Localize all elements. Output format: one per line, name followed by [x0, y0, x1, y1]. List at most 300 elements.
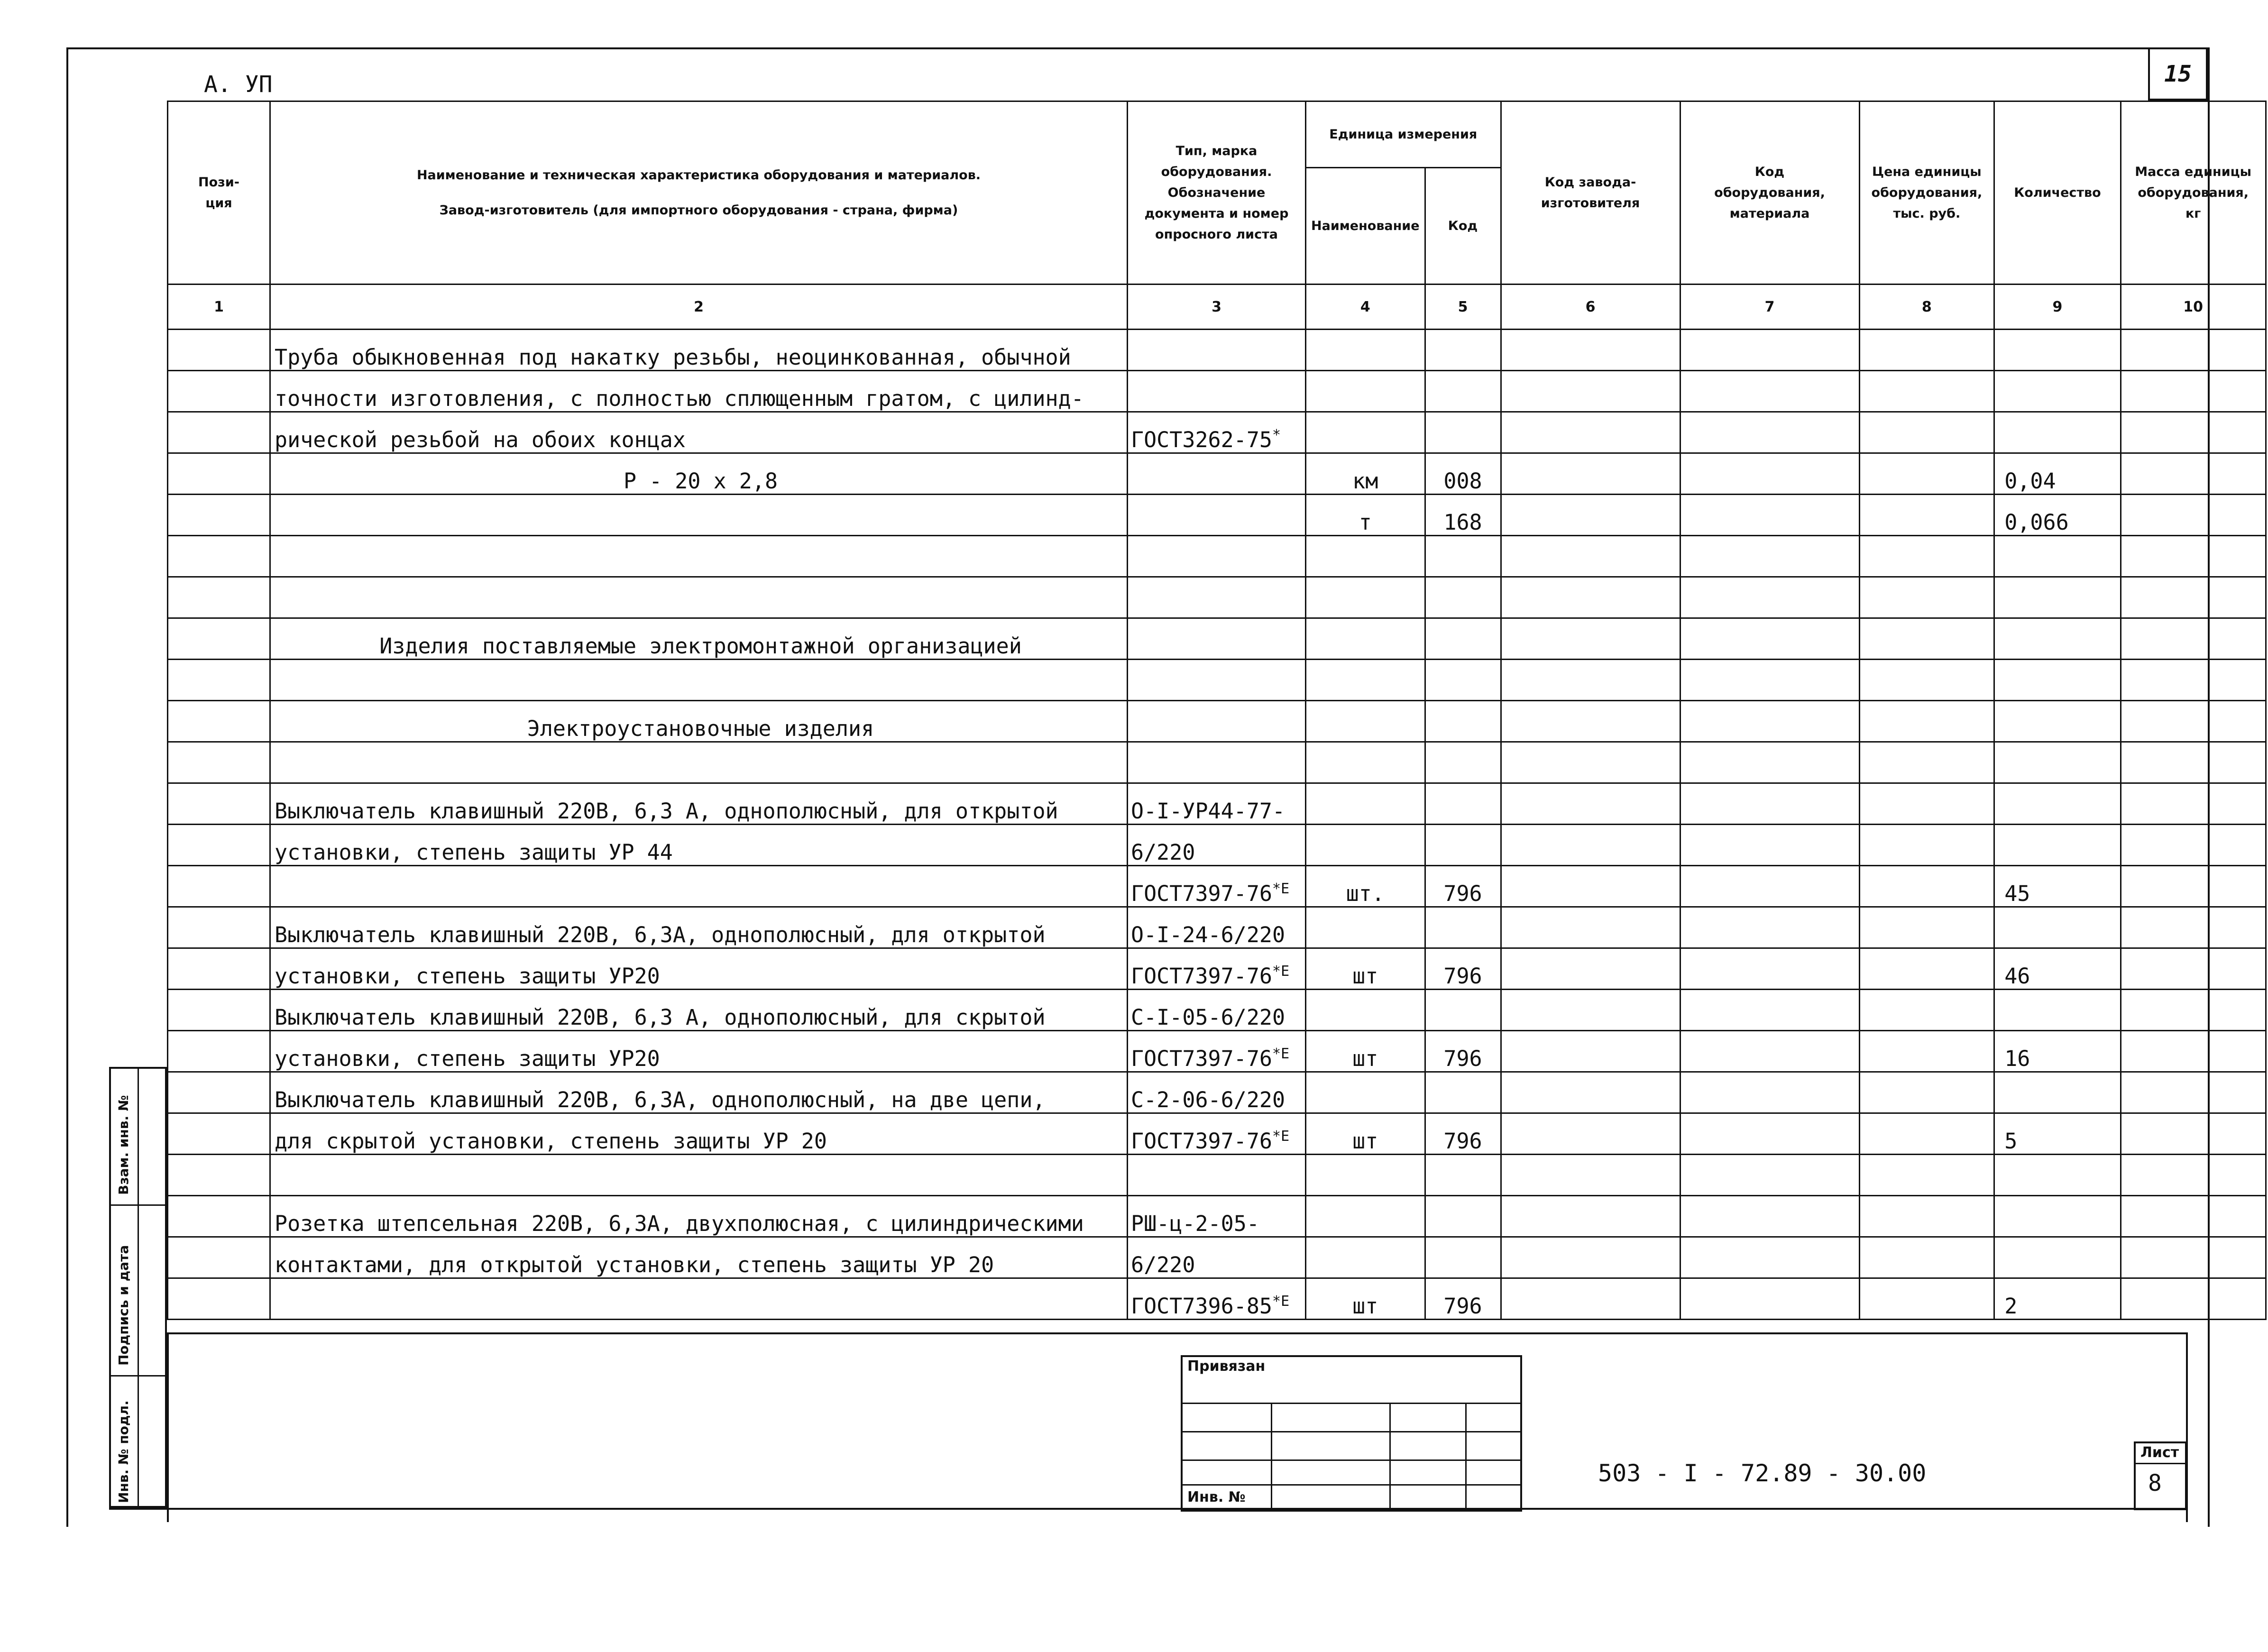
unit-code-cell — [1425, 825, 1501, 866]
position-cell — [168, 536, 270, 577]
header-mass: Масса единицы оборудования, кг — [2121, 101, 2266, 285]
position-cell — [168, 1072, 270, 1113]
header-unit-group: Единица измерения — [1306, 101, 1501, 168]
position-cell — [168, 618, 270, 660]
position-cell — [168, 907, 270, 948]
column-number: 3 — [1128, 285, 1306, 330]
mass-cell — [2121, 1031, 2266, 1072]
position-cell — [168, 1278, 270, 1320]
unit-name-cell — [1306, 1031, 1425, 1072]
type-mark-cell — [1128, 948, 1306, 990]
type-mark-cell-text: ГОСТ7397-76 — [1131, 881, 1273, 906]
unit-code-cell-text: 796 — [1443, 1129, 1482, 1154]
quantity-cell — [1994, 660, 2121, 701]
factory-code-cell — [1501, 660, 1680, 701]
column-number: 10 — [2121, 285, 2266, 330]
position-cell — [168, 453, 270, 495]
price-cell — [1859, 907, 1994, 948]
position-cell — [168, 495, 270, 536]
unit-code-cell — [1425, 742, 1501, 783]
price-cell — [1859, 1113, 1994, 1155]
factory-code-cell — [1501, 412, 1680, 453]
price-cell — [1859, 866, 1994, 907]
quantity-cell — [1994, 536, 2121, 577]
stamp-line — [1181, 1459, 1522, 1461]
table-row — [168, 1155, 2266, 1196]
quantity-cell-text: 5 — [2004, 1129, 2018, 1154]
mass-cell — [2121, 536, 2266, 577]
type-mark-cell — [1128, 330, 1306, 371]
item-name-cell — [270, 330, 1128, 371]
unit-code-cell-text: 796 — [1443, 1046, 1482, 1071]
factory-code-cell — [1501, 907, 1680, 948]
unit-code-cell — [1425, 660, 1501, 701]
price-cell — [1859, 618, 1994, 660]
column-number: 6 — [1501, 285, 1680, 330]
unit-code-cell — [1425, 1155, 1501, 1196]
type-mark-cell — [1128, 990, 1306, 1031]
position-cell — [168, 866, 270, 907]
equipment-code-cell — [1680, 1072, 1859, 1113]
type-mark-cell — [1128, 701, 1306, 742]
price-cell — [1859, 1072, 1994, 1113]
item-name-cell — [270, 1278, 1128, 1320]
item-name-cell-text: точности изготовления, с полностью сплющенным гратом, с цилинд- — [275, 386, 1084, 411]
original-inventory-label: Инв. № подл. — [116, 1400, 131, 1503]
unit-code-cell-text: 796 — [1443, 964, 1482, 989]
unit-name-cell — [1306, 742, 1425, 783]
factory-code-cell — [1501, 701, 1680, 742]
unit-code-cell — [1425, 1278, 1501, 1320]
quantity-cell — [1994, 866, 2121, 907]
unit-code-cell — [1425, 577, 1501, 618]
quantity-cell-text: 45 — [2004, 881, 2030, 906]
unit-name-cell — [1306, 701, 1425, 742]
item-name-cell — [270, 783, 1128, 825]
item-name-cell — [270, 907, 1128, 948]
unit-code-cell — [1425, 495, 1501, 536]
item-name-cell — [270, 660, 1128, 701]
quantity-cell — [1994, 1237, 2121, 1278]
quantity-cell — [1994, 1031, 2121, 1072]
header-position: Пози- ция — [168, 101, 270, 285]
type-mark-cell — [1128, 577, 1306, 618]
unit-name-cell — [1306, 371, 1425, 412]
item-name-cell-text: установки, степень защиты УР20 — [275, 1046, 660, 1071]
mark-superscript: *Е — [1272, 1046, 1290, 1062]
item-name-cell — [270, 577, 1128, 618]
frame-top-border — [66, 47, 2210, 49]
factory-code-cell — [1501, 1113, 1680, 1155]
equipment-code-cell — [1680, 990, 1859, 1031]
mass-cell — [2121, 866, 2266, 907]
header-quantity: Количество — [1994, 101, 2121, 285]
unit-name-cell-text: шт. — [1346, 881, 1385, 906]
stamp-line — [1181, 1484, 1522, 1486]
equipment-code-cell — [1680, 412, 1859, 453]
header-unit-code: Код — [1425, 168, 1501, 285]
type-mark-cell-text: О-I-24-6/220 — [1131, 922, 1286, 947]
unit-name-cell-text: км — [1352, 468, 1378, 494]
unit-name-cell — [1306, 1278, 1425, 1320]
position-cell — [168, 783, 270, 825]
position-cell — [168, 1031, 270, 1072]
stamp-line — [1389, 1403, 1391, 1512]
type-mark-cell — [1128, 453, 1306, 495]
item-name-cell — [270, 1113, 1128, 1155]
table-row — [168, 1237, 2266, 1278]
price-cell — [1859, 536, 1994, 577]
quantity-cell — [1994, 907, 2121, 948]
equipment-code-cell — [1680, 330, 1859, 371]
item-name-cell — [270, 825, 1128, 866]
table-row — [168, 577, 2266, 618]
quantity-cell — [1994, 701, 2121, 742]
mass-cell — [2121, 783, 2266, 825]
stamp-bottom-border — [109, 1508, 2187, 1510]
type-mark-cell — [1128, 866, 1306, 907]
type-mark-cell-text: О-I-УР44-77- — [1131, 798, 1286, 824]
mass-cell — [2121, 1196, 2266, 1237]
item-name-cell-text: Выключатель клавишный 220В, 6,3А, однополюсный, для открытой — [275, 922, 1046, 947]
quantity-cell — [1994, 1155, 2121, 1196]
factory-code-cell — [1501, 618, 1680, 660]
mass-cell — [2121, 412, 2266, 453]
item-name-cell — [270, 618, 1128, 660]
unit-code-cell — [1425, 948, 1501, 990]
column-numbers-row — [168, 285, 2266, 330]
mass-cell — [2121, 330, 2266, 371]
type-mark-cell-text: 6/220 — [1131, 840, 1195, 865]
column-number: 8 — [1859, 285, 1994, 330]
mark-superscript: *Е — [1272, 1293, 1290, 1310]
table-row — [168, 1113, 2266, 1155]
price-cell — [1859, 1031, 1994, 1072]
table-row — [168, 866, 2266, 907]
type-mark-cell-text: С-2-06-6/220 — [1131, 1087, 1286, 1112]
item-name-cell — [270, 536, 1128, 577]
item-name-cell-text: Выключатель клавишный 220В, 6,3А, однополюсный, на две цепи, — [275, 1087, 1046, 1112]
mass-cell — [2121, 907, 2266, 948]
mass-cell — [2121, 618, 2266, 660]
type-mark-cell — [1128, 907, 1306, 948]
unit-code-cell — [1425, 371, 1501, 412]
unit-name-cell — [1306, 330, 1425, 371]
column-number: 7 — [1680, 285, 1859, 330]
type-mark-cell — [1128, 495, 1306, 536]
price-cell — [1859, 783, 1994, 825]
mass-cell — [2121, 825, 2266, 866]
table-row — [168, 1072, 2266, 1113]
table-row — [168, 453, 2266, 495]
price-cell — [1859, 948, 1994, 990]
factory-code-cell — [1501, 577, 1680, 618]
unit-name-cell — [1306, 1155, 1425, 1196]
table-row — [168, 825, 2266, 866]
type-mark-cell-text: ГОСТ7396-85 — [1131, 1294, 1273, 1319]
price-cell — [1859, 990, 1994, 1031]
item-name-cell — [270, 453, 1128, 495]
price-cell — [1859, 495, 1994, 536]
unit-code-cell — [1425, 536, 1501, 577]
factory-code-cell — [1501, 330, 1680, 371]
item-name-cell-text: Выключатель клавишный 220В, 6,3 А, однополюсный, для скрытой — [275, 1005, 1046, 1030]
type-mark-cell — [1128, 1237, 1306, 1278]
price-cell — [1859, 1278, 1994, 1320]
unit-name-cell — [1306, 1196, 1425, 1237]
quantity-cell — [1994, 742, 2121, 783]
table-row — [168, 1031, 2266, 1072]
position-cell — [168, 1196, 270, 1237]
mass-cell — [2121, 742, 2266, 783]
equipment-code-cell — [1680, 618, 1859, 660]
unit-name-cell — [1306, 577, 1425, 618]
mass-cell — [2121, 1072, 2266, 1113]
quantity-cell — [1994, 825, 2121, 866]
type-mark-cell-text: С-I-05-6/220 — [1131, 1005, 1286, 1030]
price-cell — [1859, 412, 1994, 453]
unit-code-cell — [1425, 1072, 1501, 1113]
position-cell — [168, 660, 270, 701]
inventory-number-label: Инв. № — [1187, 1489, 1246, 1505]
column-number: 9 — [1994, 285, 2121, 330]
mass-cell — [2121, 1113, 2266, 1155]
unit-name-cell — [1306, 783, 1425, 825]
column-number: 1 — [168, 285, 270, 330]
unit-name-cell — [1306, 990, 1425, 1031]
mass-cell — [2121, 495, 2266, 536]
type-mark-cell-text: 6/220 — [1131, 1252, 1195, 1277]
stamp-line — [1271, 1403, 1272, 1512]
equipment-code-cell — [1680, 1113, 1859, 1155]
factory-code-cell — [1501, 536, 1680, 577]
price-cell — [1859, 660, 1994, 701]
table-row — [168, 990, 2266, 1031]
item-name-cell-text: установки, степень защиты УР 44 — [275, 840, 673, 865]
item-name-cell-text: установки, степень защиты УР20 — [275, 964, 660, 989]
unit-name-cell — [1306, 907, 1425, 948]
equipment-code-cell — [1680, 742, 1859, 783]
unit-code-cell-text: 168 — [1443, 510, 1482, 535]
stamp-top-border — [167, 1332, 2187, 1334]
item-name-cell-text: Выключатель клавишный 220В, 6,3 А, однополюсный, для открытой — [275, 798, 1058, 824]
side-stamp-line — [138, 1067, 139, 1508]
factory-code-cell — [1501, 866, 1680, 907]
unit-name-cell — [1306, 1237, 1425, 1278]
equipment-code-cell — [1680, 660, 1859, 701]
quantity-cell — [1994, 495, 2121, 536]
table-row — [168, 660, 2266, 701]
item-name-cell-text: Электроустановочные изделия — [527, 716, 874, 741]
table-row — [168, 495, 2266, 536]
sheet-tag: 15 — [2148, 47, 2208, 101]
table-row — [168, 1196, 2266, 1237]
quantity-cell — [1994, 618, 2121, 660]
equipment-code-cell — [1680, 453, 1859, 495]
quantity-cell — [1994, 371, 2121, 412]
unit-name-cell-text: шт — [1352, 1129, 1378, 1154]
factory-code-cell — [1501, 948, 1680, 990]
unit-name-cell-text: шт — [1352, 1294, 1378, 1319]
signature-date-label: Подпись и дата — [116, 1245, 131, 1366]
price-cell — [1859, 742, 1994, 783]
item-name-cell — [270, 495, 1128, 536]
position-cell — [168, 990, 270, 1031]
factory-code-cell — [1501, 495, 1680, 536]
side-stamp-line — [109, 1204, 167, 1206]
item-name-cell — [270, 412, 1128, 453]
unit-name-cell — [1306, 618, 1425, 660]
equipment-code-cell — [1680, 783, 1859, 825]
factory-code-cell — [1501, 371, 1680, 412]
type-mark-cell-text: ГОСТ7397-76 — [1131, 964, 1273, 989]
mass-cell — [2121, 1237, 2266, 1278]
unit-name-cell — [1306, 536, 1425, 577]
frame-left-border — [66, 47, 68, 1527]
sheet-number: 8 — [2148, 1470, 2162, 1496]
unit-name-cell — [1306, 825, 1425, 866]
type-mark-cell — [1128, 742, 1306, 783]
unit-name-cell — [1306, 866, 1425, 907]
table-row — [168, 948, 2266, 990]
equipment-code-cell — [1680, 1196, 1859, 1237]
position-cell — [168, 577, 270, 618]
item-name-cell-text: для скрытой установки, степень защиты УР 20 — [275, 1129, 827, 1154]
equipment-code-cell — [1680, 1155, 1859, 1196]
quantity-cell — [1994, 330, 2121, 371]
item-name-cell-text: контактами, для открытой установки, степень защиты УР 20 — [275, 1252, 994, 1277]
price-cell — [1859, 577, 1994, 618]
factory-code-cell — [1501, 1278, 1680, 1320]
unit-code-cell — [1425, 701, 1501, 742]
item-name-cell — [270, 742, 1128, 783]
column-number: 2 — [270, 285, 1128, 330]
unit-code-cell — [1425, 453, 1501, 495]
unit-code-cell — [1425, 1113, 1501, 1155]
header-name — [270, 101, 1128, 285]
stamp-line — [1465, 1403, 1467, 1512]
header-factory-code: Код завода-изготовителя — [1501, 101, 1680, 285]
unit-name-cell — [1306, 1072, 1425, 1113]
mass-cell — [2121, 990, 2266, 1031]
type-mark-cell — [1128, 1155, 1306, 1196]
type-mark-cell — [1128, 536, 1306, 577]
stamp-line — [2134, 1463, 2187, 1464]
quantity-cell — [1994, 412, 2121, 453]
factory-code-cell — [1501, 990, 1680, 1031]
type-mark-cell — [1128, 618, 1306, 660]
quantity-cell — [1994, 948, 2121, 990]
table-row — [168, 330, 2266, 371]
equipment-code-cell — [1680, 866, 1859, 907]
item-name-cell — [270, 1196, 1128, 1237]
quantity-cell — [1994, 577, 2121, 618]
position-cell — [168, 412, 270, 453]
quantity-cell-text: 2 — [2004, 1294, 2018, 1319]
type-mark-cell — [1128, 1031, 1306, 1072]
unit-code-cell — [1425, 990, 1501, 1031]
type-mark-cell — [1128, 783, 1306, 825]
header-name-line2: Завод-изготовитель (для импортного оборудования - страна, фирма) — [439, 202, 958, 218]
type-mark-cell — [1128, 825, 1306, 866]
item-name-cell-text: Розетка штепсельная 220В, 6,3А, двухполюсная, с цилиндрическими — [275, 1211, 1084, 1236]
mark-superscript: *Е — [1272, 963, 1290, 980]
unit-name-cell — [1306, 412, 1425, 453]
unit-code-cell — [1425, 783, 1501, 825]
item-name-cell-text: Труба обыкновенная под накатку резьбы, неоцинкованная, обычной — [275, 345, 1071, 370]
position-cell — [168, 742, 270, 783]
equipment-code-cell — [1680, 536, 1859, 577]
type-mark-cell — [1128, 371, 1306, 412]
column-number: 4 — [1306, 285, 1425, 330]
stamp-left-border — [167, 1332, 169, 1522]
unit-code-cell — [1425, 1237, 1501, 1278]
unit-name-cell-text: т — [1359, 510, 1372, 535]
equipment-code-cell — [1680, 577, 1859, 618]
mass-cell — [2121, 701, 2266, 742]
stamp-line — [1181, 1403, 1522, 1404]
item-name-cell — [270, 990, 1128, 1031]
equipment-code-cell — [1680, 907, 1859, 948]
stamp-line — [1181, 1431, 1522, 1432]
position-cell — [168, 1155, 270, 1196]
mass-cell — [2121, 577, 2266, 618]
equipment-code-cell — [1680, 495, 1859, 536]
mass-cell — [2121, 371, 2266, 412]
table-row — [168, 907, 2266, 948]
unit-name-cell — [1306, 453, 1425, 495]
unit-code-cell — [1425, 866, 1501, 907]
table-row — [168, 701, 2266, 742]
equipment-code-cell — [1680, 701, 1859, 742]
table-row — [168, 783, 2266, 825]
specification-table — [167, 101, 2267, 1320]
quantity-cell — [1994, 783, 2121, 825]
header-unit-name: Наименование — [1306, 168, 1425, 285]
quantity-cell — [1994, 1278, 2121, 1320]
quantity-cell-text: 46 — [2004, 964, 2030, 989]
unit-code-cell — [1425, 618, 1501, 660]
equipment-code-cell — [1680, 1031, 1859, 1072]
table-row — [168, 412, 2266, 453]
unit-code-cell — [1425, 1196, 1501, 1237]
type-mark-cell — [1128, 1196, 1306, 1237]
item-name-cell — [270, 1155, 1128, 1196]
column-number: 5 — [1425, 285, 1501, 330]
quantity-cell-text: 16 — [2004, 1046, 2030, 1071]
quantity-cell-text: 0,066 — [2004, 510, 2069, 535]
equipment-code-cell — [1680, 1278, 1859, 1320]
header-name-line1: Наименование и техническая характеристика оборудования и материалов. — [416, 167, 981, 183]
position-cell — [168, 948, 270, 990]
header-type: Тип, марка оборудования. Обозначение документа и номер опросного листа — [1128, 101, 1306, 285]
price-cell — [1859, 701, 1994, 742]
position-cell — [168, 371, 270, 412]
item-name-cell-text: рической резьбой на обоих концах — [275, 427, 686, 452]
factory-code-cell — [1501, 453, 1680, 495]
equipment-code-cell — [1680, 825, 1859, 866]
unit-code-cell-text: 008 — [1443, 468, 1482, 494]
unit-code-cell-text: 796 — [1443, 1294, 1482, 1319]
table-row — [168, 536, 2266, 577]
unit-name-cell — [1306, 495, 1425, 536]
position-cell — [168, 825, 270, 866]
mass-cell — [2121, 453, 2266, 495]
factory-code-cell — [1501, 1072, 1680, 1113]
table-row — [168, 618, 2266, 660]
factory-code-cell — [1501, 1196, 1680, 1237]
unit-code-cell — [1425, 330, 1501, 371]
